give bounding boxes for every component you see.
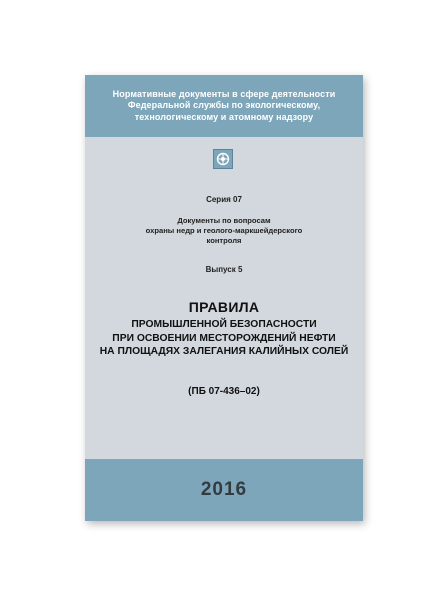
header-line-1: Нормативные документы в сфере деятельности	[112, 88, 336, 99]
docs-line-3: контроля	[206, 236, 242, 245]
series-label: Серия 07	[206, 195, 242, 204]
document-title: ПРАВИЛА	[188, 299, 260, 315]
subtitle-line-3: НА ПЛОЩАДЯХ ЗАЛЕГАНИЯ КАЛИЙНЫХ СОЛЕЙ	[99, 346, 349, 357]
subtitle-line-1: ПРОМЫШЛЕННОЙ БЕЗОПАСНОСТИ	[131, 319, 317, 330]
header-band	[85, 75, 363, 137]
docs-description	[85, 216, 363, 246]
publication-year: 2016	[200, 479, 248, 500]
footer-band	[85, 459, 363, 521]
document-code: (ПБ 07-436–02)	[188, 386, 260, 397]
rostechnadzor-emblem-icon	[213, 149, 233, 169]
header-line-3: технологическому и атомному надзору	[134, 111, 314, 122]
document-subtitle	[85, 318, 363, 359]
header-line-2: Федеральной службы по экологическому,	[127, 100, 321, 111]
docs-line-1: Документы по вопросам	[177, 216, 271, 225]
docs-line-2: охраны недр и геолого-маркшейдерского	[145, 226, 303, 235]
book-cover	[85, 75, 363, 521]
issue-label: Выпуск 5	[205, 265, 243, 274]
subtitle-line-2: ПРИ ОСВОЕНИИ МЕСТОРОЖДЕНИЙ НЕФТИ	[112, 332, 336, 344]
